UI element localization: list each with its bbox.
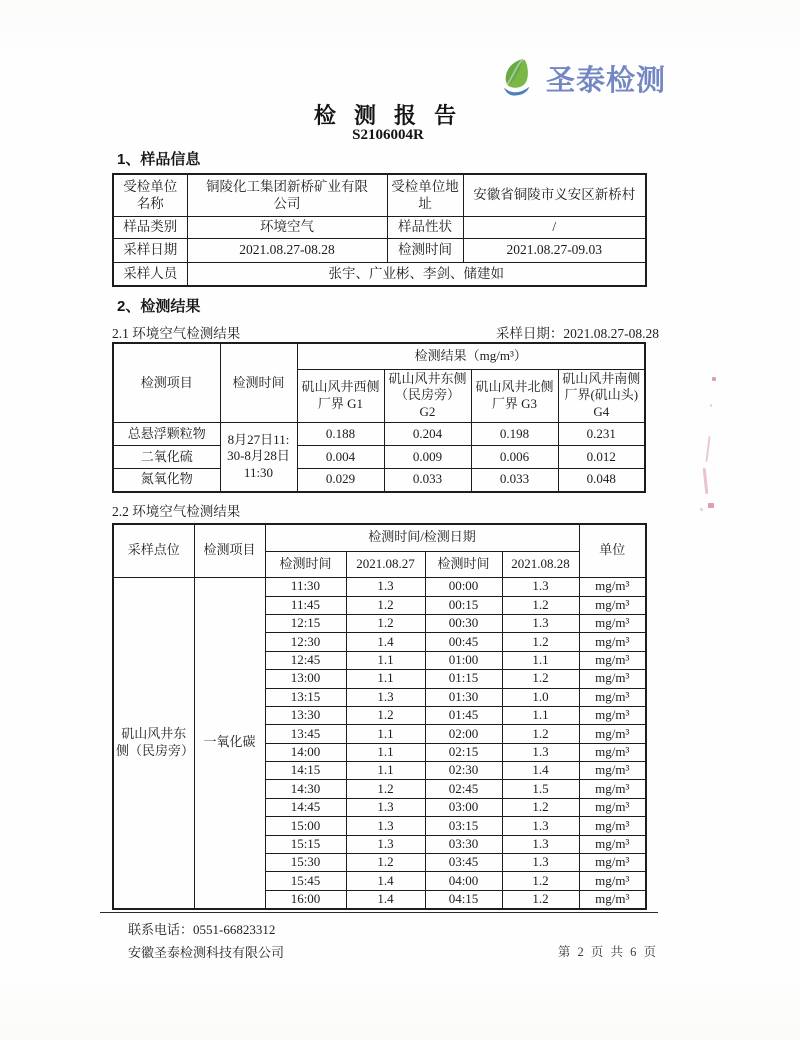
cell-value: 1.4 bbox=[346, 872, 425, 890]
subheader-time-2: 检测时间 bbox=[425, 552, 502, 578]
cell-value: 1.3 bbox=[502, 578, 579, 596]
cell-value: 1.2 bbox=[346, 614, 425, 632]
table-row bbox=[113, 446, 645, 469]
value-sampling-date: 2021.08.27-08.28 bbox=[187, 238, 387, 262]
cell-value: 1.1 bbox=[502, 706, 579, 724]
label-samplers: 采样人员 bbox=[113, 262, 187, 286]
cell-unit: mg/m³ bbox=[579, 688, 646, 706]
cell-value: 1.1 bbox=[346, 762, 425, 780]
cell-unit: mg/m³ bbox=[579, 780, 646, 798]
cell-value: 1.1 bbox=[502, 651, 579, 669]
table-row bbox=[113, 262, 646, 286]
cell-time: 01:00 bbox=[425, 651, 502, 669]
cell-time: 03:15 bbox=[425, 817, 502, 835]
cell-value: 1.1 bbox=[346, 743, 425, 761]
subheader-time-1: 检测时间 bbox=[265, 552, 346, 578]
table-row bbox=[113, 216, 646, 238]
cell-time: 13:30 bbox=[265, 706, 346, 724]
cell-unit: mg/m³ bbox=[579, 854, 646, 872]
cell-time: 14:45 bbox=[265, 798, 346, 816]
cell-time: 11:45 bbox=[265, 596, 346, 614]
cell-result-value: 0.033 bbox=[384, 469, 471, 492]
cell-value: 1.2 bbox=[346, 854, 425, 872]
label-sampling-date: 采样日期 bbox=[113, 238, 187, 262]
cell-unit: mg/m³ bbox=[579, 633, 646, 651]
ink-bleed-mark bbox=[710, 404, 712, 407]
value-sample-type: 环境空气 bbox=[187, 216, 387, 238]
cell-result-value: 0.012 bbox=[558, 446, 645, 469]
cell-time: 03:00 bbox=[425, 798, 502, 816]
ink-bleed-mark bbox=[700, 508, 703, 511]
cell-value: 1.4 bbox=[346, 633, 425, 651]
lab-logo bbox=[496, 56, 666, 100]
label-sample-type: 样品类别 bbox=[113, 216, 187, 238]
cell-time: 00:00 bbox=[425, 578, 502, 596]
header-site-g3: 矶山风井北侧厂界 G3 bbox=[471, 369, 558, 423]
cell-result-value: 0.231 bbox=[558, 423, 645, 446]
cell-value: 1.3 bbox=[346, 817, 425, 835]
cell-value: 1.4 bbox=[346, 890, 425, 908]
header-results: 检测结果（mg/m³） bbox=[297, 343, 645, 369]
cell-unit: mg/m³ bbox=[579, 762, 646, 780]
table-row bbox=[113, 343, 645, 369]
table21-sampling-date: 采样日期：2021.08.27-08.28 bbox=[495, 326, 659, 341]
cell-time: 00:15 bbox=[425, 596, 502, 614]
report-body bbox=[112, 148, 659, 910]
cell-value: 1.3 bbox=[502, 835, 579, 853]
subheader-date-2: 2021.08.28 bbox=[502, 552, 579, 578]
cell-time: 02:30 bbox=[425, 762, 502, 780]
cell-time: 13:15 bbox=[265, 688, 346, 706]
cell-result-value: 0.033 bbox=[471, 469, 558, 492]
cell-value: 1.2 bbox=[346, 706, 425, 724]
cell-unit: mg/m³ bbox=[579, 835, 646, 853]
table21-heading: 2.1 环境空气检测结果 bbox=[112, 326, 241, 341]
header-site-g4: 矶山风井南侧厂界(矶山头) G4 bbox=[558, 369, 645, 423]
cell-value: 1.3 bbox=[346, 578, 425, 596]
cell-value: 1.0 bbox=[502, 688, 579, 706]
subheader-date-1: 2021.08.27 bbox=[346, 552, 425, 578]
cell-parameter: 总悬浮颗粒物 bbox=[113, 423, 220, 446]
cell-time: 11:30 bbox=[265, 578, 346, 596]
label-unit-name: 受检单位名称 bbox=[113, 174, 187, 216]
cell-sampling-period: 8月27日11:30-8月28日11:30 bbox=[220, 423, 297, 492]
table21-body bbox=[113, 423, 645, 492]
cell-time: 12:45 bbox=[265, 651, 346, 669]
cell-value: 1.2 bbox=[502, 872, 579, 890]
page-footer bbox=[100, 912, 658, 961]
page-number: 第 2 页 共 6 页 bbox=[557, 945, 658, 959]
label-sample-state: 样品性状 bbox=[387, 216, 463, 238]
value-unit-name: 铜陵化工集团新桥矿业有限公司 bbox=[187, 174, 387, 216]
cell-time: 00:30 bbox=[425, 614, 502, 632]
logo-text: 圣泰检测 bbox=[546, 64, 667, 97]
cell-value: 1.2 bbox=[502, 725, 579, 743]
table-row bbox=[113, 238, 646, 262]
cell-value: 1.2 bbox=[346, 780, 425, 798]
label-unit-addr: 受检单位地址 bbox=[387, 174, 463, 216]
cell-time: 14:30 bbox=[265, 780, 346, 798]
cell-value: 1.4 bbox=[502, 762, 579, 780]
company-name: 安徽圣泰检测科技有限公司 bbox=[128, 945, 285, 960]
value-unit-addr: 安徽省铜陵市义安区新桥村 bbox=[463, 174, 646, 216]
cell-parameter: 二氧化硫 bbox=[113, 446, 220, 469]
cell-value: 1.2 bbox=[502, 890, 579, 908]
cell-time: 04:15 bbox=[425, 890, 502, 908]
sample-info-table bbox=[112, 173, 647, 287]
cell-unit: mg/m³ bbox=[579, 578, 646, 596]
header-site-g2: 矶山风井东侧（民房旁）G2 bbox=[384, 369, 471, 423]
table-row bbox=[113, 423, 645, 446]
cell-value: 1.1 bbox=[346, 670, 425, 688]
ink-bleed-mark bbox=[705, 436, 710, 462]
table-row bbox=[113, 578, 646, 596]
section1-heading: 1、样品信息 bbox=[117, 151, 201, 168]
cell-parameter: 氮氧化物 bbox=[113, 469, 220, 492]
cell-time: 12:15 bbox=[265, 614, 346, 632]
ink-bleed-mark bbox=[703, 468, 709, 494]
cell-time: 16:00 bbox=[265, 890, 346, 908]
cell-value: 1.3 bbox=[346, 688, 425, 706]
table21-caption-row bbox=[112, 322, 659, 341]
header-site-g1: 矶山风井西侧厂界 G1 bbox=[297, 369, 384, 423]
header-unit: 单位 bbox=[579, 524, 646, 578]
leaf-logo-icon bbox=[496, 56, 540, 100]
cell-value: 1.3 bbox=[346, 835, 425, 853]
cell-result-value: 0.029 bbox=[297, 469, 384, 492]
cell-value: 1.1 bbox=[346, 651, 425, 669]
cell-value: 1.2 bbox=[502, 633, 579, 651]
ink-bleed-mark bbox=[712, 377, 716, 381]
value-test-time: 2021.08.27-09.03 bbox=[463, 238, 646, 262]
cell-value: 1.2 bbox=[346, 596, 425, 614]
cell-time: 03:30 bbox=[425, 835, 502, 853]
contact-phone: 联系电话：0551-66823312 bbox=[128, 922, 276, 937]
cell-unit: mg/m³ bbox=[579, 670, 646, 688]
air-results-table bbox=[112, 342, 646, 493]
cell-value: 1.2 bbox=[502, 798, 579, 816]
cell-unit: mg/m³ bbox=[579, 817, 646, 835]
cell-parameter: 一氧化碳 bbox=[194, 578, 265, 909]
cell-time: 01:15 bbox=[425, 670, 502, 688]
cell-time: 13:00 bbox=[265, 670, 346, 688]
cell-value: 1.3 bbox=[346, 798, 425, 816]
cell-result-value: 0.198 bbox=[471, 423, 558, 446]
label-test-time: 检测时间 bbox=[387, 238, 463, 262]
cell-sampling-site: 矶山风井东侧（民房旁） bbox=[113, 578, 194, 909]
cell-unit: mg/m³ bbox=[579, 743, 646, 761]
report-number: S2106004R bbox=[352, 127, 424, 143]
table-row bbox=[113, 174, 646, 216]
cell-value: 1.3 bbox=[502, 614, 579, 632]
cell-time: 15:30 bbox=[265, 854, 346, 872]
cell-time: 02:15 bbox=[425, 743, 502, 761]
cell-time: 00:45 bbox=[425, 633, 502, 651]
cell-result-value: 0.004 bbox=[297, 446, 384, 469]
cell-value: 1.2 bbox=[502, 670, 579, 688]
cell-time: 15:45 bbox=[265, 872, 346, 890]
cell-value: 1.2 bbox=[502, 596, 579, 614]
ink-bleed-mark bbox=[708, 503, 714, 508]
cell-result-value: 0.006 bbox=[471, 446, 558, 469]
cell-time: 01:45 bbox=[425, 706, 502, 724]
cell-unit: mg/m³ bbox=[579, 890, 646, 908]
cell-time: 14:00 bbox=[265, 743, 346, 761]
cell-unit: mg/m³ bbox=[579, 725, 646, 743]
table-row bbox=[113, 524, 646, 552]
header-time: 检测时间 bbox=[220, 343, 297, 423]
cell-value: 1.1 bbox=[346, 725, 425, 743]
cell-time: 15:15 bbox=[265, 835, 346, 853]
cell-time: 04:00 bbox=[425, 872, 502, 890]
table22-heading: 2.2 环境空气检测结果 bbox=[112, 503, 241, 519]
cell-value: 1.5 bbox=[502, 780, 579, 798]
cell-result-value: 0.009 bbox=[384, 446, 471, 469]
value-samplers: 张宇、广业彬、李剑、储建如 bbox=[187, 262, 646, 286]
cell-unit: mg/m³ bbox=[579, 596, 646, 614]
table-row bbox=[113, 469, 645, 492]
report-title: 检 测 报 告 bbox=[313, 103, 463, 128]
cell-time: 02:45 bbox=[425, 780, 502, 798]
cell-value: 1.3 bbox=[502, 854, 579, 872]
co-timeseries-table bbox=[112, 523, 647, 910]
section2-heading: 2、检测结果 bbox=[117, 298, 201, 315]
cell-unit: mg/m³ bbox=[579, 614, 646, 632]
cell-value: 1.3 bbox=[502, 743, 579, 761]
cell-result-value: 0.204 bbox=[384, 423, 471, 446]
header-time-date: 检测时间/检测日期 bbox=[265, 524, 579, 552]
cell-time: 14:15 bbox=[265, 762, 346, 780]
cell-time: 13:45 bbox=[265, 725, 346, 743]
cell-time: 12:30 bbox=[265, 633, 346, 651]
cell-value: 1.3 bbox=[502, 817, 579, 835]
cell-time: 15:00 bbox=[265, 817, 346, 835]
cell-unit: mg/m³ bbox=[579, 872, 646, 890]
cell-unit: mg/m³ bbox=[579, 798, 646, 816]
value-sample-state: / bbox=[463, 216, 646, 238]
cell-result-value: 0.048 bbox=[558, 469, 645, 492]
cell-time: 03:45 bbox=[425, 854, 502, 872]
cell-result-value: 0.188 bbox=[297, 423, 384, 446]
table22-body bbox=[113, 578, 646, 909]
cell-time: 02:00 bbox=[425, 725, 502, 743]
cell-time: 01:30 bbox=[425, 688, 502, 706]
cell-unit: mg/m³ bbox=[579, 706, 646, 724]
header-site: 采样点位 bbox=[113, 524, 194, 578]
header-item: 检测项目 bbox=[194, 524, 265, 578]
cell-unit: mg/m³ bbox=[579, 651, 646, 669]
header-item: 检测项目 bbox=[113, 343, 220, 423]
